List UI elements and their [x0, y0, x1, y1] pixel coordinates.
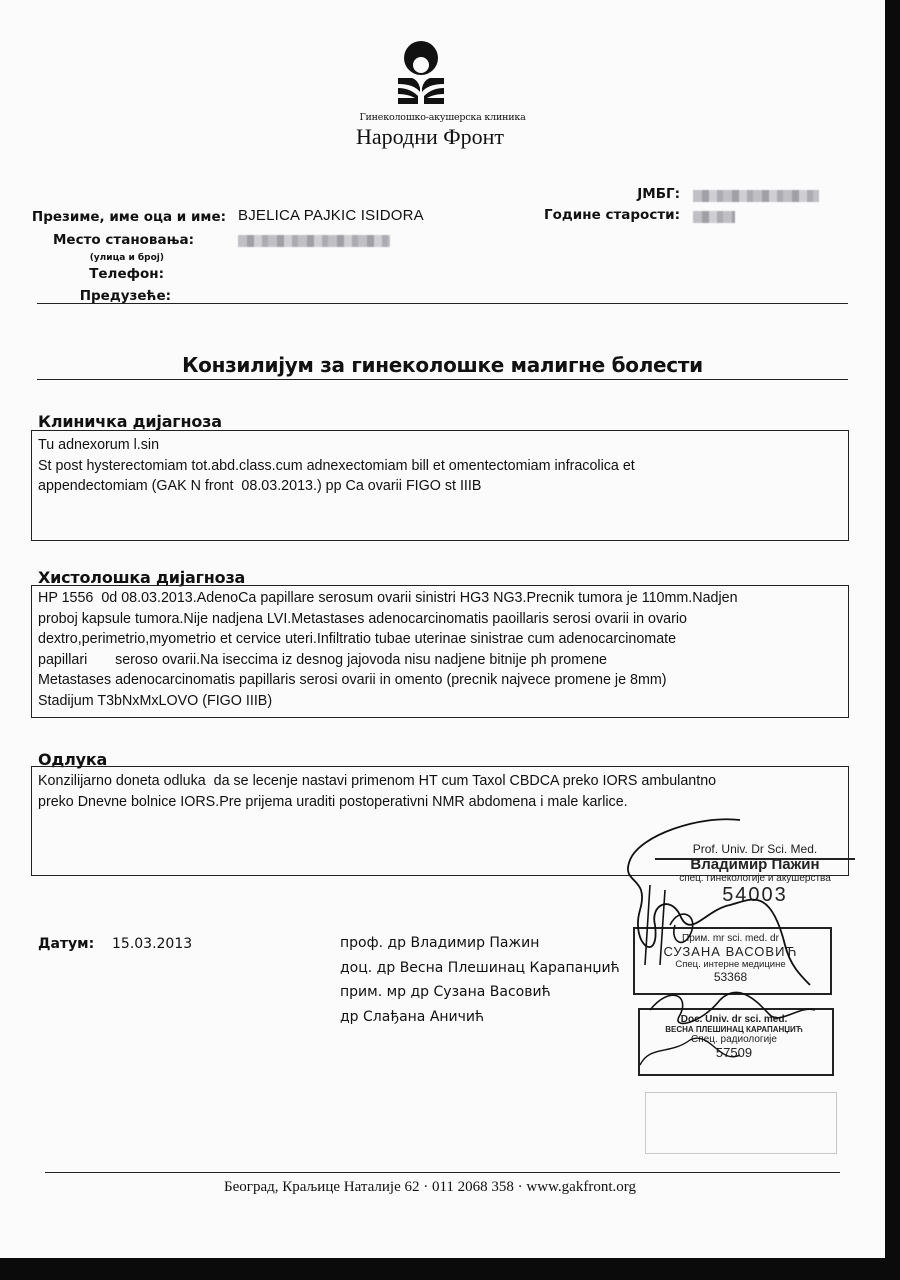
divider — [37, 379, 848, 380]
histology-line: dextro,perimetrio,myometrio et cervice uteri.Infiltratio tubae uterinae sinistrae cum adenocarcinomate — [38, 631, 677, 647]
clinical-line: appendectomiam (GAK N front 08.03.2013.) pp Ca ovarii FIGO st IIIB — [38, 478, 482, 494]
stamp-pazin: Prof. Univ. Dr Sci. Med. Владимир Пажин спец. гинекологије и акушерства 54003 — [679, 842, 831, 906]
clinic-subtitle: Гинеколошко-акушерска клиника — [359, 112, 526, 123]
histology-line: Stadijum T3bNxMxLOVO (FIGO IIIB) — [38, 692, 273, 709]
decision-heading: Одлука — [38, 750, 108, 769]
histology-line: Metastases adenocarcinomatis papillaris serosi ovarii in omento (precnik najvece promene je 8mm) — [38, 672, 667, 688]
clinical-line: Tu adnexorum l.sin — [38, 437, 160, 453]
histology-line: proboj kapsule tumora.Nije nadjena LVI.Metastases adenocarcinomatis paoillaris serosi ovarii in ovario — [38, 610, 687, 627]
age-label: Године старости: — [544, 207, 680, 223]
clinic-logo-icon — [396, 40, 446, 106]
jmbg-label: ЈМБГ: — [637, 186, 680, 202]
histology-line: HP 1556 0d 08.03.2013.AdenoCa papillare serosum ovarii sinistri HG3 NG3.Precnik tumora je 110mm.Nadjen — [38, 590, 738, 606]
date-label: Датум: — [38, 936, 95, 952]
clinical-diagnosis-box — [31, 430, 849, 541]
patient-name-value: BJELICA PAJKIC ISIDORA — [238, 207, 424, 224]
clinical-line: St post hysterectomiam tot.abd.class.cum adnexectomiam bill et omentectomiam infracolica et — [38, 457, 635, 474]
decision-line: Konzilijarno doneta odluka da se lecenje nastavi primenom HT cum Taxol CBDCA preko IORS ambulantno — [38, 773, 717, 789]
jmbg-value-redacted — [693, 190, 819, 202]
clinic-name: Народни Фронт — [355, 124, 505, 149]
patient-name-label: Презиме, име оца и име: — [31, 209, 226, 225]
histology-diagnosis-heading: Хистолошка дијагноза — [38, 568, 246, 587]
address-value-redacted — [238, 235, 390, 247]
doctor-name: доц. др Весна Плешинац Карапанџић — [340, 959, 620, 976]
company-label: Предузеће: — [79, 288, 171, 304]
faded-stamp — [645, 1092, 837, 1154]
doctor-name: др Слађана Аничић — [340, 1008, 485, 1025]
document-title: Конзилијум за гинеколошке малигне болести — [182, 353, 703, 377]
histology-diagnosis-box — [31, 585, 849, 718]
histology-line: papillari seroso ovarii.Na iseccima iz desnog jajovoda nisu nadjene bitnije ph promene — [38, 651, 608, 668]
age-value-redacted — [693, 211, 735, 223]
address-sublabel: (улица и број) — [89, 253, 164, 263]
divider — [37, 303, 848, 304]
stamp-vasovic: Прим. mr sci. med. dr СУЗАНА ВАСОВИЋ Спец. интерне медицине 53368 — [663, 933, 798, 984]
date-value: 15.03.2013 — [112, 936, 193, 952]
footer-divider — [45, 1172, 840, 1173]
phone-label: Телефон: — [89, 266, 164, 282]
decision-line: preko Dnevne bolnice IORS.Pre prijema uraditi postoperativni NMR abdomena i male karlice. — [38, 793, 628, 810]
doctor-name: проф. др Владимир Пажин — [340, 935, 540, 951]
footer-address: Београд, Краљице Наталије 62 · 011 2068 358 · www.gakfront.org — [224, 1179, 636, 1195]
doctor-list — [340, 931, 620, 1029]
address-label: Место становања: — [53, 232, 194, 248]
stamp-pleshinac: Doc. Univ. dr sci. med. ВЕСНА ПЛЕШИНАЦ КАРАПАНЏИЋ Спец. радиологије 57509 — [665, 1014, 803, 1060]
doctor-name: прим. мр др Сузана Васовић — [340, 984, 551, 1000]
clinical-diagnosis-heading: Клиничка дијагноза — [38, 412, 222, 431]
